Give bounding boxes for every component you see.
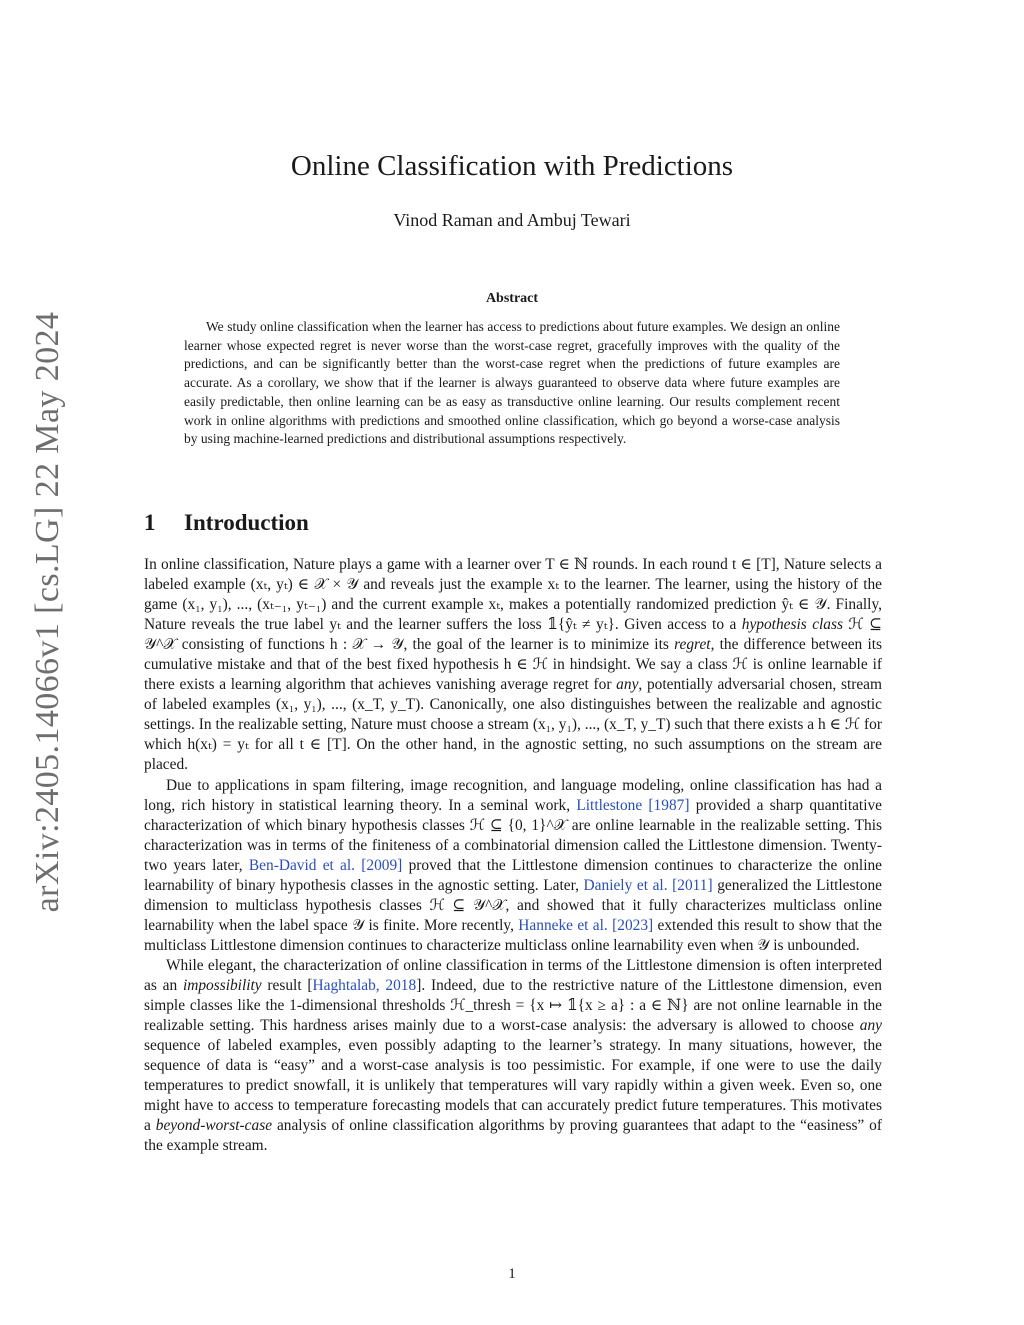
arxiv-identifier-stamp: arXiv:2405.14066v1 [cs.LG] 22 May 2024: [29, 311, 66, 913]
paper-authors: Vinod Raman and Ambuj Tewari: [393, 210, 631, 230]
section-number: 1: [144, 510, 156, 535]
citation-link-daniely-2011[interactable]: Daniely et al. [2011]: [583, 876, 713, 894]
citation-link-littlestone-1987[interactable]: Littlestone [1987]: [576, 796, 690, 814]
abstract-text: We study online classification when the learner has access to predictions about future examples. We design an online learner whose expected regret is never worse than the worst-case regret, gracefully improves with the quality of the predictions, and can be significantly better than the worst-case regret when the predictions of future examples are accurate. As a corollary, we show that if the learner is always guaranteed to observe data where future examples are easily predictable, then online learning can be as easy as transductive online learning. Our results complement recent work in online algorithms with predictions and smoothed online classification, which go beyond a worse-case analysis by using machine-learned predictions and distributional assumptions respectively.: [184, 319, 840, 447]
paper-title: Online Classification with Predictions: [290, 150, 734, 182]
section-title: Introduction: [184, 510, 309, 535]
emphasis-impossibility: impossibility: [182, 976, 262, 994]
emphasis-any: any: [616, 676, 639, 694]
citation-link-hanneke-2023[interactable]: Hanneke et al. [2023]: [518, 916, 654, 934]
emphasis-regret: regret: [674, 636, 711, 654]
citation-link-ben-david-2009[interactable]: Ben-David et al. [2009]: [248, 856, 403, 874]
page-number: 1: [508, 1266, 516, 1282]
intro-paragraph-2: Due to applications in spam filtering, image recognition, and language modeling, online classification has had a long, rich history in statistical learning theory. In a seminal work, Littlestone [1987] provided a sharp quantitative characterization of which binary hypothesis classes ℋ ⊆ {0, 1}^𝒳 are online learnable in the realizable setting. This characterization was in terms of the finiteness of a combinatorial dimension called the Littlestone dimension. Twenty-two years later, Ben-David et al. [2009] proved that the Littlestone dimension continues to characterize the online learnability of binary hypothesis classes in the agnostic setting. Later, Daniely et al. [2011] generalized the Littlestone dimension to multiclass hypothesis classes ℋ ⊆ 𝒴^𝒳, and showed that it fully characterizes multiclass online learnability when the label space 𝒴 is finite. More recently, Hanneke et al. [2023] extended this result to show that the multiclass Littlestone dimension continues to characterize multiclass online learnability even when 𝒴 is unbounded.: [144, 776, 883, 954]
intro-paragraph-1: In online classification, Nature plays a game with a learner over T ∈ ℕ rounds. In each round t ∈ [T], Nature selects a labeled example (xₜ, yₜ) ∈ 𝒳 × 𝒴 and reveals just the example xₜ to the learner. The learner, using the history of the game (x₁, y₁), ..., (xₜ₋₁, yₜ₋₁) and the current example xₜ, makes a potentially randomized prediction ŷₜ ∈ 𝒴. Finally, Nature reveals the true label yₜ and the learner suffers the loss 𝟙{ŷₜ ≠ yₜ}. Given access to a hypothesis class ℋ ⊆ 𝒴^𝒳 consisting of functions h : 𝒳 → 𝒴, the goal of the learner is to minimize its regret, the difference between its cumulative mistake and that of the best fixed hypothesis h ∈ ℋ in hindsight. We say a class ℋ is online learnable if there exists a learning algorithm that achieves vanishing average regret for any, potentially adversarial chosen, stream of labeled examples (x₁, y₁), ..., (x_T, y_T). Canonically, one also distinguishes between the realizable and agnostic settings. In the realizable setting, Nature must choose a stream (x₁, y₁), ..., (x_T, y_T) such that there exists a h ∈ ℋ for which h(xₜ) = yₜ for all t ∈ [T]. On the other hand, in the agnostic setting, no such assumptions on the stream are placed.: [144, 556, 882, 774]
abstract-heading: Abstract: [485, 291, 539, 306]
introduction-body: [144, 555, 882, 1156]
emphasis-hypothesis-class: hypothesis class: [741, 616, 843, 634]
section-heading-introduction: [144, 510, 309, 536]
emphasis-beyond-worst-case: beyond-worst-case: [155, 1117, 273, 1135]
emphasis-any-sequence: any: [859, 1017, 882, 1035]
intro-paragraph-3: While elegant, the characterization of online classification in terms of the Littlestone dimension is often interpreted as an impossibility result [Haghtalab, 2018]. Indeed, due to the restrictive nature of the Littlestone dimension, even simple classes like the 1-dimensional thresholds ℋ_thresh = {x ↦ 𝟙{x ≥ a} : a ∈ ℕ} are not online learnable in the realizable setting. This hardness arises mainly due to a worst-case analysis: the adversary is allowed to choose any sequence of labeled examples, even possibly adapting to the learner’s strategy. In many situations, however, the sequence of data is “easy” and a worst-case analysis is too pessimistic. For example, if one were to use the daily temperatures to predict snowfall, it is unlikely that temperatures will vary rapidly within a given week. Even so, one might have to access to temperature forecasting models that can accurately predict future temperatures. This motivates a beyond-worst-case analysis of online classification algorithms by proving guarantees that adapt to the “easiness” of the example stream.: [144, 956, 883, 1155]
citation-link-haghtalab-2018[interactable]: Haghtalab, 2018: [312, 976, 417, 994]
